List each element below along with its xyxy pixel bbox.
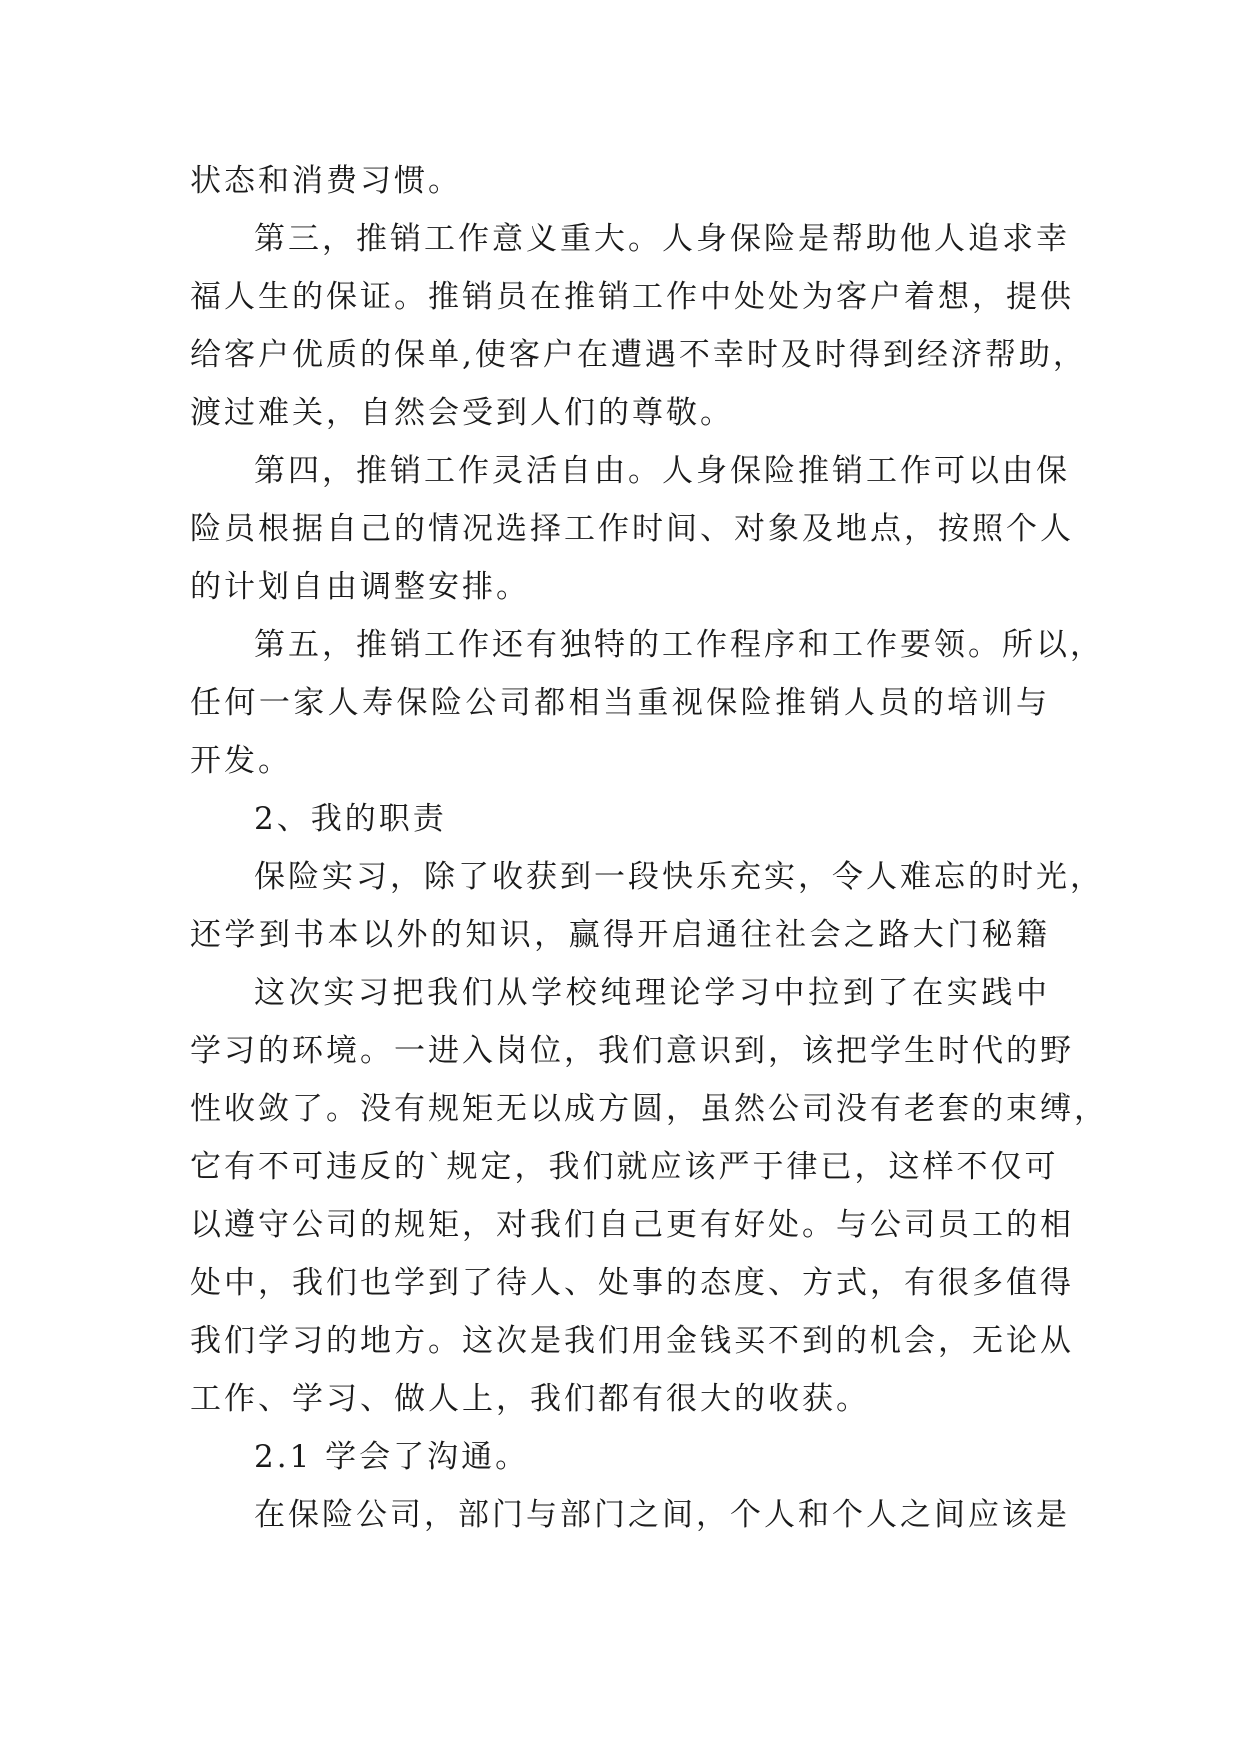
text-line: 第四，推销工作灵活自由。人身保险推销工作可以由保 [254, 453, 1070, 489]
text-line: 福人生的保证。推销员在推销工作中处处为客户着想，提供 [190, 279, 1074, 315]
text-line: 第三，推销工作意义重大。人身保险是帮助他人追求幸 [254, 221, 1070, 257]
text-line: 这次实习把我们从学校纯理论学习中拉到了在实践中 [254, 975, 1050, 1011]
text-line: 性收敛了。没有规矩无以成方圆，虽然公司没有老套的束缚， [190, 1091, 1108, 1127]
text-line: 它有不可违反的`规定，我们就应该严于律已，这样不仅可 [190, 1149, 1059, 1185]
text-line: 我们学习的地方。这次是我们用金钱买不到的机会，无论从 [190, 1323, 1074, 1359]
text-line: 学习的环境。一进入岗位，我们意识到，该把学生时代的野 [190, 1033, 1074, 1069]
text-line: 保险实习，除了收获到一段快乐充实，令人难忘的时光， [254, 859, 1104, 895]
text-line: 开发。 [190, 743, 292, 779]
text-line: 处中，我们也学到了待人、处事的态度、方式，有很多值得 [190, 1265, 1074, 1301]
text-line: 以遵守公司的规矩，对我们自己更有好处。与公司员工的相 [190, 1207, 1074, 1243]
text-line: 2.1 学会了沟通。 [254, 1439, 530, 1475]
text-line: 还学到书本以外的知识，赢得开启通往社会之路大门秘籍 [190, 917, 1050, 953]
text-line: 任何一家人寿保险公司都相当重视保险推销人员的培训与 [190, 685, 1050, 721]
text-line: 渡过难关，自然会受到人们的尊敬。 [190, 395, 734, 431]
text-line: 状态和消费习惯。 [190, 163, 462, 199]
text-line: 在保险公司，部门与部门之间，个人和个人之间应该是 [254, 1497, 1070, 1533]
text-line: 工作、学习、做人上，我们都有很大的收获。 [190, 1381, 870, 1417]
text-line: 的计划自由调整安排。 [190, 569, 530, 605]
text-line: 2、我的职责 [254, 801, 447, 837]
text-line: 险员根据自己的情况选择工作时间、对象及地点，按照个人 [190, 511, 1074, 547]
text-line: 第五，推销工作还有独特的工作程序和工作要领。所以， [254, 627, 1104, 663]
document-body [190, 152, 1108, 1544]
text-line: 给客户优质的保单,使客户在遭遇不幸时及时得到经济帮助， [190, 337, 1087, 373]
